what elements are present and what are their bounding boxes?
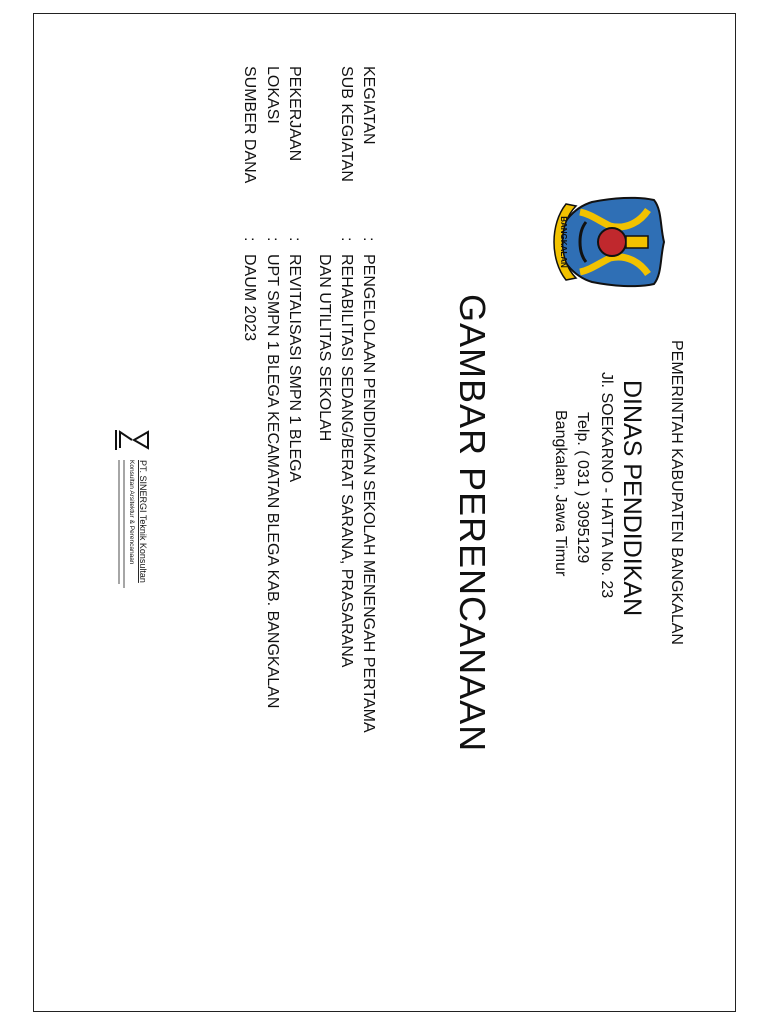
field-value-sub-kegiatan-cont: DAN UTILITAS SEKOLAH — [316, 254, 333, 442]
government-name: PEMERINTAH KABUPATEN BANGKALAN — [668, 340, 685, 645]
field-colon: : — [264, 237, 281, 242]
consultant-name: PT. SINERGI Teknik Konsultan — [138, 460, 148, 583]
agency-city: Bangkalan, Jawa Timur — [552, 410, 569, 577]
field-colon: : — [360, 237, 377, 242]
field-colon: : — [338, 237, 355, 242]
field-value-sumber-dana: DAUM 2023 — [241, 254, 258, 342]
field-label-lokasi: LOKASI — [264, 66, 281, 124]
field-colon: : — [286, 237, 303, 242]
consultant-tagline: Konsultan Arsitektur & Perencanaan — [128, 460, 135, 565]
field-colon: : — [241, 237, 258, 242]
field-value-pekerjaan: REVITALISASI SMPN 1 BLEGA — [286, 254, 303, 483]
field-label-sub-kegiatan: SUB KEGIATAN — [338, 66, 355, 182]
field-value-kegiatan: PENGELOLAAN PENDIDIKAN SEKOLAH MENENGAH PERTAMA — [360, 254, 377, 733]
consultant-logo-icon — [116, 430, 148, 450]
field-value-sub-kegiatan: REHABILITASI SEDANG/BERAT SARANA, PRASARANA — [338, 254, 355, 668]
agency-phone: Telp. ( 031 ) 3095129 — [574, 412, 591, 564]
document-title: GAMBAR PERENCANAAN — [452, 294, 493, 753]
agency-address: Jl. SOEKARNO - HATTA No. 23 — [598, 372, 615, 599]
field-label-sumber-dana: SUMBER DANA — [241, 66, 258, 184]
bangkalan-emblem-logo — [552, 196, 670, 288]
field-value-lokasi: UPT SMPN 1 BLEGA KECAMATAN BLEGA KAB. BANGKALAN — [264, 254, 281, 709]
consultant-stamp — [100, 426, 150, 596]
emblem-ribbon-text: BANGKALAN — [559, 216, 568, 268]
agency-name: DINAS PENDIDIKAN — [618, 380, 646, 617]
field-label-pekerjaan: PEKERJAAN — [286, 66, 303, 162]
field-label-kegiatan: KEGIATAN — [360, 66, 377, 145]
